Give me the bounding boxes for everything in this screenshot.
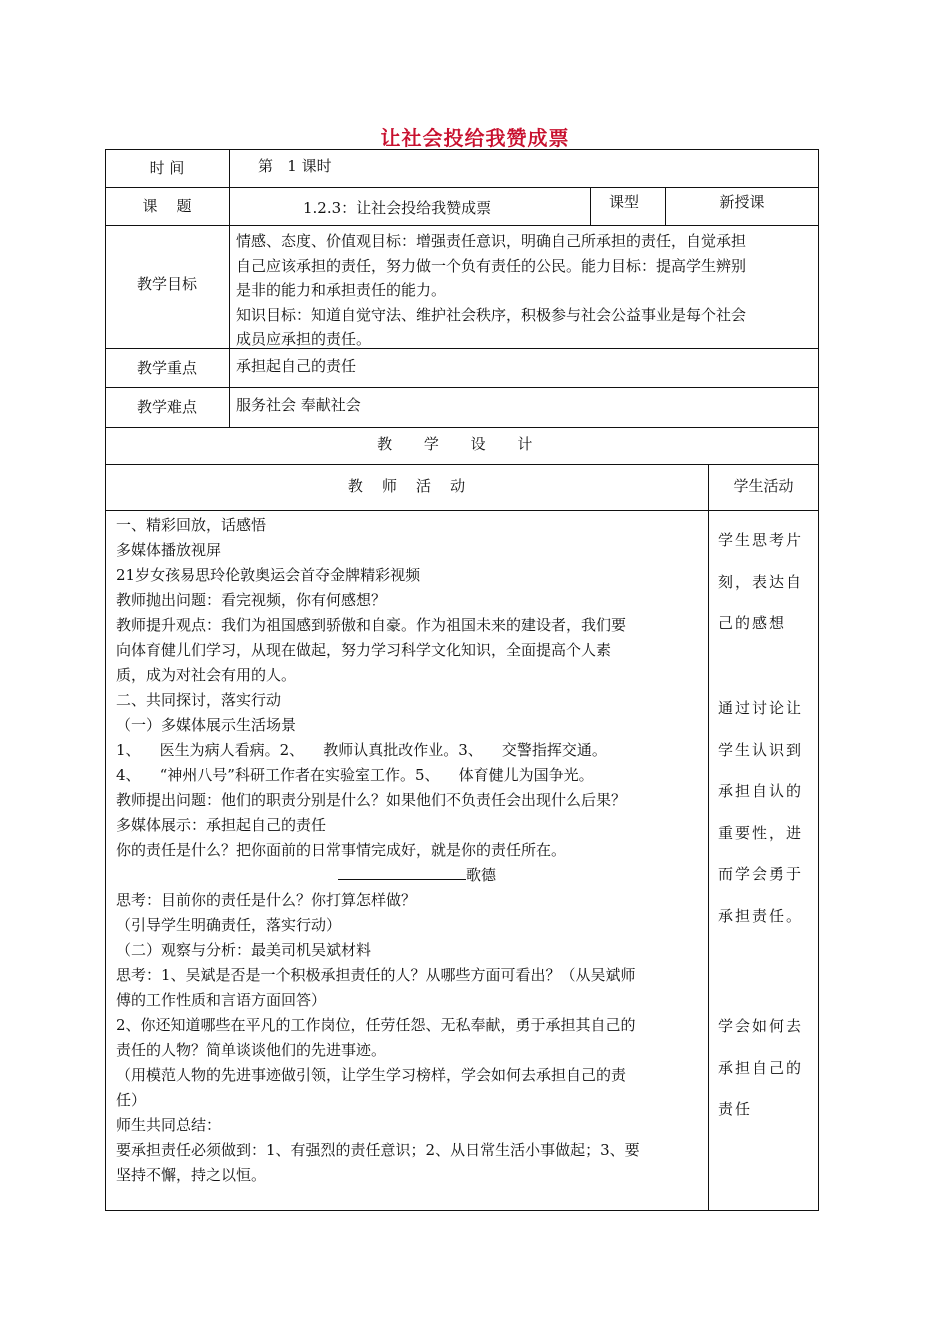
topic-value: 1.2.3：让社会投给我赞成票 [303, 199, 492, 217]
teacher-activity-line: 教师提出问题：他们的职责分别是什么？如果他们不负责任会出现什么后果？ [116, 791, 627, 809]
goal-line: 是非的能力和承担责任的能力。 [236, 281, 447, 299]
student-activity-line: 学生思考片 [718, 531, 804, 549]
teacher-activity-line: （二）观察与分析：最美司机吴斌材料 [116, 941, 372, 959]
design-header: 教 学 设 计 [377, 435, 546, 453]
student-activity-line: 而学会勇于 [718, 865, 804, 883]
student-activity-block-1 [718, 520, 810, 645]
teacher-activity-line: 质，成为对社会有用的人。 [116, 666, 297, 684]
student-activity-line: 承担自认的 [718, 782, 804, 800]
goal-line: 知识目标：知道自觉守法、维护社会秩序，积极参与社会公益事业是每个社会 [236, 305, 747, 324]
time-label: 时 间 [149, 159, 185, 177]
student-activity-line: 承担责任。 [718, 906, 804, 925]
student-activity-line: 承担自己的 [718, 1058, 804, 1077]
teacher-activity-line: 要承担责任必须做到：1、有强烈的责任意识；2、从日常生活小事做起；3、要 [116, 1141, 640, 1159]
student-activity-line: 通过讨论让 [718, 699, 804, 717]
student-activity-line: 责任 [718, 1100, 753, 1118]
student-activity-line: 己的感想 [718, 614, 787, 632]
teacher-activity-line: 思考：1、吴斌是否是一个积极承担责任的人？从哪些方面可看出？（从吴斌师 [116, 966, 636, 984]
teacher-activity-line: 傅的工作性质和言语方面回答） [116, 991, 327, 1009]
teacher-activity-line: 多媒体展示：承担起自己的责任 [116, 816, 327, 834]
teacher-activity-line: 坚持不懈，持之以恒。 [116, 1166, 267, 1184]
goethe-name: 歌德 [466, 866, 497, 884]
teacher-activity-line: 一、精彩回放，话感悟 [116, 516, 267, 534]
goal-line: 成员应承担的责任。 [236, 330, 372, 348]
focus-value: 承担起自己的责任 [236, 357, 357, 375]
teacher-activity-header: 教 师 活 动 [347, 477, 466, 495]
student-activity-header: 学生活动 [733, 477, 794, 495]
student-activity-line: 学会如何去 [718, 1017, 804, 1035]
teacher-activity-line: 21岁女孩易思玲伦敦奥运会首夺金牌精彩视频 [116, 566, 421, 584]
teacher-activity-line: 2、你还知道哪些在平凡的工作岗位，任劳任怨、无私奉献，勇于承担其自己的 [116, 1016, 636, 1034]
teacher-activity-line: 多媒体播放视屏 [116, 541, 222, 559]
student-activity-line: 刻，表达自 [718, 572, 804, 591]
teacher-activity-line: 教师提升观点：我们为祖国感到骄傲和自豪。作为祖国未来的建设者，我们要 [116, 616, 627, 634]
lesson-type-value: 新授课 [719, 193, 765, 211]
student-activity-line: 学生认识到 [718, 740, 804, 759]
document-title: 让社会投给我赞成票 [380, 126, 570, 150]
lesson-type-label: 课型 [609, 193, 640, 211]
teacher-activity-line: 任） [116, 1091, 147, 1109]
goals-label: 教学目标 [136, 275, 197, 293]
teacher-activity-line: （引导学生明确责任，落实行动） [116, 916, 342, 934]
teacher-activity-line: 师生共同总结： [116, 1116, 222, 1134]
teacher-activity-line: 1、 医生为病人看病。2、 教师认真批改作业。3、 交警指挥交通。 [116, 741, 607, 759]
teacher-activity-line: （一）多媒体展示生活场景 [116, 716, 297, 734]
difficulty-label: 教学难点 [136, 398, 197, 416]
teacher-activity-line: 思考：目前你的责任是什么？你打算怎样做？ [116, 891, 417, 909]
teacher-activity-line: 责任的人物？简单谈谈他们的先进事迹。 [116, 1041, 387, 1059]
time-value: 第 1 课时 [258, 157, 332, 175]
student-activity-line: 重要性，进 [718, 823, 804, 842]
teacher-activity-content [116, 513, 702, 1188]
focus-label: 教学重点 [136, 359, 197, 377]
goethe-attribution [116, 863, 702, 888]
teacher-activity-line: （用模范人物的先进事迹做引领，让学生学习榜样，学会如何去承担自己的责 [116, 1066, 627, 1084]
teacher-activity-line: 二、共同探讨，落实行动 [116, 691, 282, 709]
teacher-activity-line: 向体育健儿们学习，从现在做起，努力学习科学文化知识，全面提高个人素 [116, 641, 612, 659]
teacher-activity-line: 4、 “神州八号”科研工作者在实验室工作。5、 体育健儿为国争光。 [116, 766, 594, 784]
student-activity-block-3 [718, 1006, 810, 1131]
student-activity-block-2 [718, 688, 810, 937]
goal-line: 自己应该承担的责任，努力做一个负有责任的公民。能力目标：提高学生辨别 [236, 256, 747, 275]
goal-line: 情感、态度、价值观目标：增强责任意识，明确自己所承担的责任，自觉承担 [236, 232, 747, 250]
teacher-activity-line: 你的责任是什么？把你面前的日常事情完成好，就是你的责任所在。 [116, 841, 567, 859]
goals-text [236, 229, 812, 352]
topic-label: 课 题 [142, 197, 192, 215]
teacher-activity-line: 教师抛出问题：看完视频，你有何感想？ [116, 591, 387, 609]
difficulty-value: 服务社会 奉献社会 [236, 396, 361, 414]
attribution-underline [338, 866, 466, 880]
